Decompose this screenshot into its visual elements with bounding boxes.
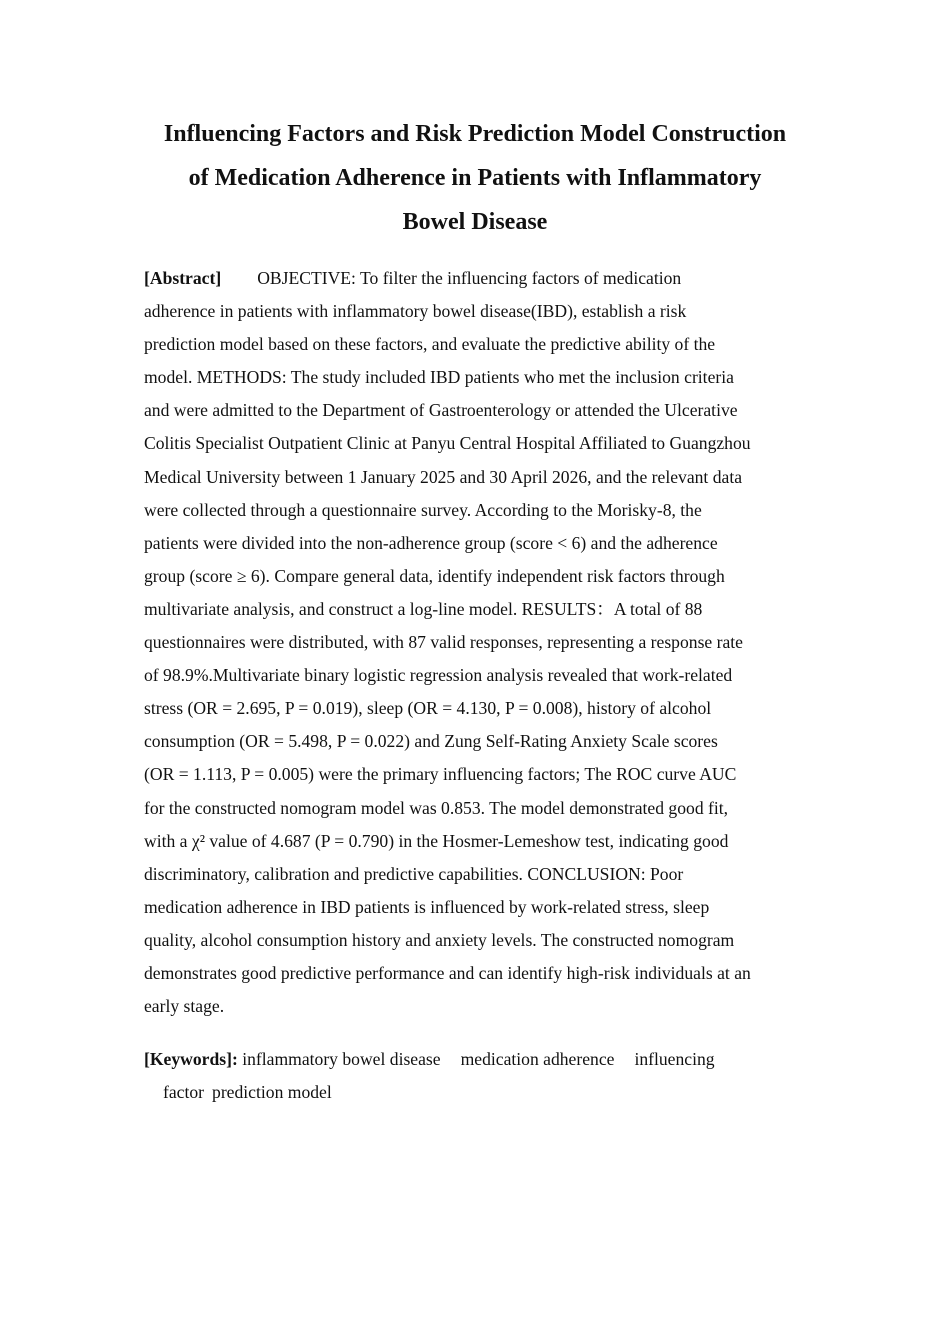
keyword: inflammatory bowel disease: [242, 1049, 441, 1069]
abstract-line: prediction model based on these factors, and evaluate the predictive ability of the: [144, 334, 716, 355]
abstract-line: multivariate analysis, and construct a log-line model. RESULTS：A total of 88: [144, 598, 703, 619]
abstract-line: for the constructed nomogram model was 0.853. The model demonstrated good fit,: [144, 797, 729, 818]
abstract-line: medication adherence in IBD patients is influenced by work-related stress, sleep: [144, 896, 710, 917]
keywords-label: [Keywords]:: [144, 1049, 238, 1069]
keyword: medication adherence: [460, 1049, 615, 1069]
keywords-block: [144, 1043, 808, 1109]
abstract-line: quality, alcohol consumption history and anxiety levels. The constructed nomogram: [144, 929, 735, 950]
keyword: influencing: [634, 1049, 715, 1069]
abstract-line: discriminatory, calibration and predictive capabilities. CONCLUSION: Poor: [144, 863, 684, 884]
abstract-line: with a χ² value of 4.687 (P = 0.790) in the Hosmer-Lemeshow test, indicating good: [144, 830, 729, 851]
paper-title: [130, 112, 820, 244]
abstract-line: Colitis Specialist Outpatient Clinic at Panyu Central Hospital Affiliated to Guangzhou: [144, 433, 751, 454]
abstract-line: and were admitted to the Department of Gastroenterology or attended the Ulcerative: [144, 400, 738, 421]
abstract-line: stress (OR = 2.695, P = 0.019), sleep (OR = 4.130, P = 0.008), history of alcohol: [144, 698, 712, 719]
keyword: prediction model: [212, 1082, 332, 1102]
abstract-line: demonstrates good predictive performance and can identify high-risk individuals at an: [144, 962, 751, 983]
abstract-line: model. METHODS: The study included IBD patients who met the inclusion criteria: [144, 367, 734, 388]
keyword: factor: [163, 1082, 205, 1102]
title-line-3: Bowel Disease: [402, 209, 548, 235]
abstract-line: group (score ≥ 6). Compare general data, identify independent risk factors through: [144, 565, 725, 586]
title-line-2: of Medication Adherence in Patients with Inflammatory: [188, 165, 762, 191]
abstract-line: early stage.: [144, 996, 225, 1017]
abstract-line: OBJECTIVE: To filter the influencing factors of medication: [257, 268, 682, 288]
abstract-line: adherence in patients with inflammatory bowel disease(IBD), establish a risk: [144, 301, 687, 322]
abstract-line: patients were divided into the non-adherence group (score < 6) and the adherence: [144, 532, 718, 553]
abstract-line: (OR = 1.113, P = 0.005) were the primary influencing factors; The ROC curve AUC: [144, 764, 737, 785]
abstract-label: [Abstract]: [144, 268, 222, 288]
abstract-line: of 98.9%.Multivariate binary logistic regression analysis revealed that work-related: [144, 665, 733, 686]
title-line-1: Influencing Factors and Risk Prediction Model Construction: [163, 121, 787, 147]
abstract-line: questionnaires were distributed, with 87 valid responses, representing a response rate: [144, 632, 743, 653]
keywords-line-2: [144, 1076, 808, 1109]
abstract-line: consumption (OR = 5.498, P = 0.022) and Zung Self-Rating Anxiety Scale scores: [144, 731, 718, 752]
abstract-line: Medical University between 1 January 2025 and 30 April 2026, and the relevant data: [144, 466, 743, 487]
abstract-line: were collected through a questionnaire survey. According to the Morisky-8, the: [144, 499, 702, 520]
abstract-block: [144, 262, 808, 1023]
